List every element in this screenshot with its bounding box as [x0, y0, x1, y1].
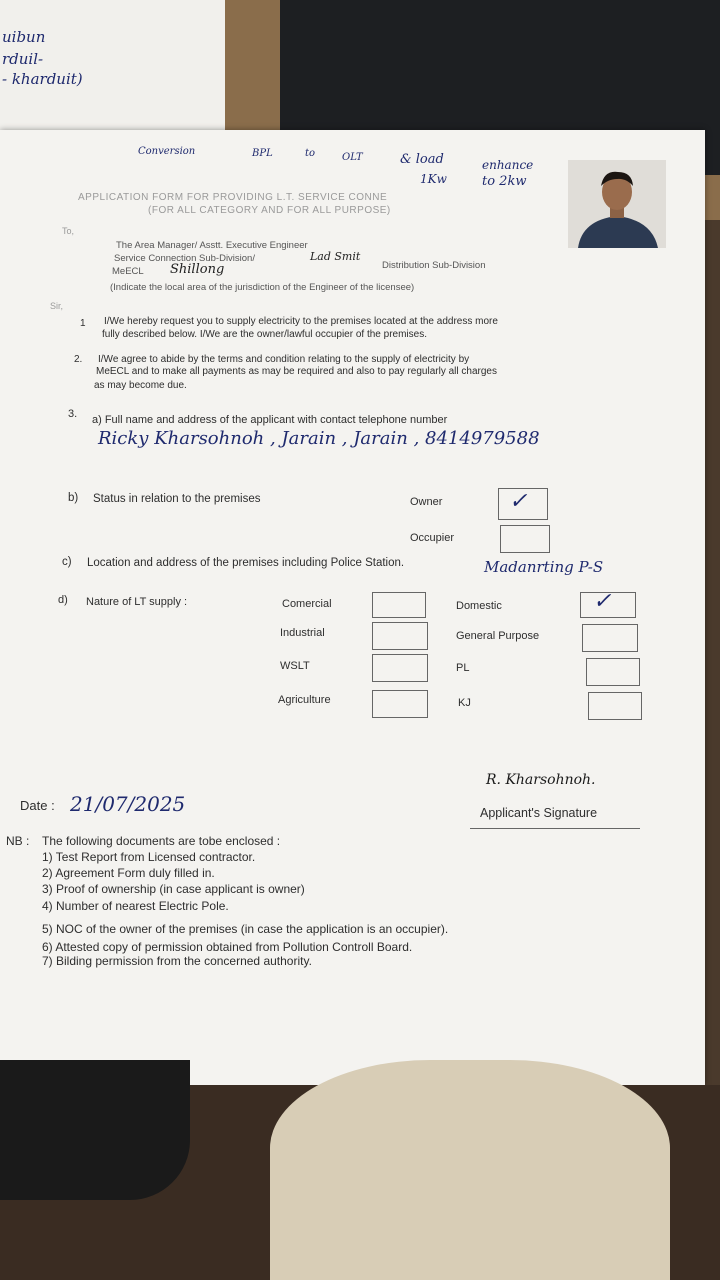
doc-item-3: 3) Proof of ownership (in case applicant is owner) [42, 882, 305, 896]
note-enhance: enhance [482, 158, 534, 172]
form-title: APPLICATION FORM FOR PROVIDING L.T. SERVICE CONNE [78, 192, 388, 203]
shoe [0, 1060, 190, 1200]
back-note-line3: - kharduit) [2, 70, 83, 88]
para2-line2: MeECL and to make all payments as may be required and also to pay regularly all charges [96, 366, 497, 377]
option-industrial-label: Industrial [280, 627, 325, 639]
general-purpose-checkbox[interactable] [582, 624, 638, 652]
kj-checkbox[interactable] [588, 692, 642, 720]
domestic-checkbox[interactable] [580, 589, 636, 618]
owner-checkbox[interactable] [498, 488, 548, 520]
option-wslt-label: WSLT [280, 660, 310, 672]
back-note-line1: uibun [2, 28, 46, 46]
q3d-text: Nature of LT supply : [86, 596, 188, 608]
para2-line3: as may become due. [94, 380, 187, 391]
option-agriculture-label: Agriculture [278, 694, 331, 706]
signature-label: Applicant's Signature [480, 806, 598, 820]
option-commercial-label: Comercial [282, 598, 332, 610]
agriculture-checkbox[interactable] [372, 690, 428, 718]
para1-line1: I/We hereby request you to supply electricity to the premises located at the address more [104, 316, 498, 327]
knee [270, 1060, 670, 1280]
person-photo-icon [568, 160, 666, 248]
q3d-label: d) [58, 594, 68, 606]
doc-item-7: 7) Bilding permission from the concerned authority. [42, 954, 312, 968]
form-subtitle: (FOR ALL CATEGORY AND FOR ALL PURPOSE) [148, 205, 391, 216]
q3c-text: Location and address of the premises including Police Station. [87, 557, 405, 569]
industrial-checkbox[interactable] [372, 622, 428, 650]
note-conversion: Conversion [138, 146, 196, 157]
doc-item-1: 1) Test Report from Licensed contractor. [42, 850, 256, 864]
wslt-checkbox[interactable] [372, 654, 428, 682]
applicant-details-handwritten: Ricky Kharsohnoh , Jarain , Jarain , 8414979588 [98, 428, 540, 449]
commercial-checkbox[interactable] [372, 592, 426, 618]
pl-checkbox[interactable] [586, 658, 640, 686]
doc-item-4: 4) Number of nearest Electric Pole. [42, 899, 229, 913]
signature-line [470, 828, 640, 829]
location-handwritten: Shillong [170, 262, 225, 277]
applicant-photo [568, 160, 666, 248]
q3c-label: c) [62, 556, 72, 568]
address-line2: Service Connection Sub-Division/ [114, 253, 255, 264]
applicant-signature: R. Kharsohnoh. [486, 772, 596, 788]
nb-label: NB : [6, 834, 30, 848]
doc-item-2: 2) Agreement Form duly filled in. [42, 866, 215, 880]
para2-line1: I/We agree to abide by the terms and condition relating to the supply of electricity by [98, 354, 470, 365]
date-handwritten: 21/07/2025 [70, 792, 186, 816]
sir-label: Sir, [50, 301, 64, 311]
owner-label: Owner [410, 496, 443, 508]
note-to: to [305, 148, 316, 159]
subdivision-handwritten: Lad Smit [310, 250, 361, 263]
doc-item-6: 6) Attested copy of permission obtained from Pollution Controll Board. [42, 940, 413, 954]
doc-item-5: 5) NOC of the owner of the premises (in case the application is an occupier). [42, 922, 449, 936]
occupier-label: Occupier [410, 532, 455, 544]
domestic-tick: ✓ [593, 589, 612, 614]
address-line3: MeECL [112, 266, 144, 277]
q3a-label: a) Full name and address of the applicant with contact telephone number [92, 414, 448, 426]
para1-number: 1 [80, 318, 86, 329]
address-line2-suffix: Distribution Sub-Division [382, 260, 486, 271]
to-label: To, [62, 226, 75, 236]
address-note: (Indicate the local area of the jurisdiction of the Engineer of the licensee) [110, 282, 415, 293]
option-pl-label: PL [456, 662, 470, 674]
q3b-label: b) [68, 492, 79, 504]
owner-tick: ✓ [509, 489, 528, 514]
nb-intro: The following documents are tobe enclosed : [42, 834, 281, 848]
police-station-handwritten: Madanrting P-S [484, 558, 604, 576]
occupier-checkbox[interactable] [500, 525, 550, 553]
note-olt: OLT [342, 152, 363, 163]
note-bpl: BPL [252, 148, 273, 159]
q3-number: 3. [68, 408, 78, 420]
para1-line2: fully described below. I/We are the owner/lawful occupier of the premises. [102, 329, 427, 340]
option-kj-label: KJ [458, 697, 471, 709]
option-domestic-label: Domestic [456, 600, 502, 612]
para2-number: 2. [74, 354, 83, 365]
option-general-label: General Purpose [456, 630, 540, 642]
note-load: & load [400, 152, 444, 167]
note-kw2: to 2kw [482, 174, 527, 189]
q3b-text: Status in relation to the premises [93, 493, 261, 505]
address-line1: The Area Manager/ Asstt. Executive Engineer [116, 240, 308, 251]
note-kw1: 1Kw [420, 172, 447, 186]
back-note-line2: rduil- [2, 50, 44, 68]
date-label: Date : [20, 798, 55, 813]
